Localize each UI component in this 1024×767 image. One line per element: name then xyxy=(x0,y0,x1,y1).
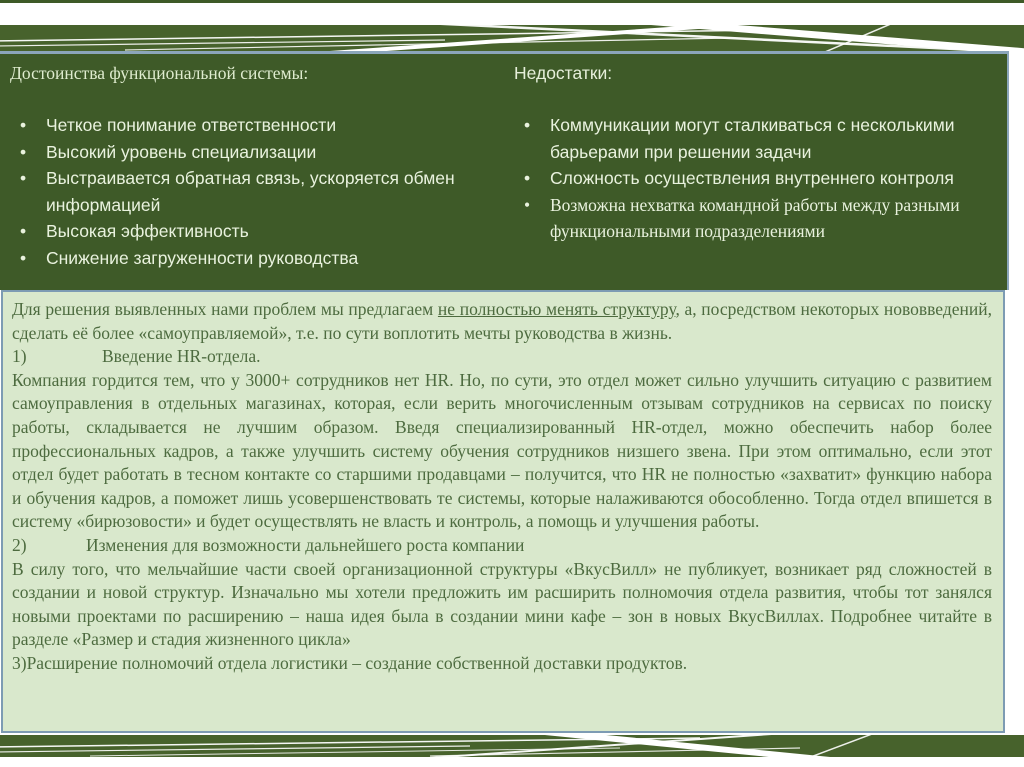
list-item xyxy=(20,165,498,218)
body-numbered-item-2 xyxy=(12,534,992,558)
bottom-decor-lines-icon xyxy=(0,735,1024,757)
body-paragraph-2: Компания гордится тем, что у 3000+ сотрудников нет HR. Но, по сути, это отдел может сильно улучшить ситуацию с развитием самоуправления в отдельных магазинах, которая, если верить многочисленным отзывам сотрудников на сервисах по поиску работы, складывается не лучшим образом. Введя специализированный HR-отдел, можно обеспечить набор более профессиональных кадров, а также улучшить систему обучения сотрудников низшего звена. При этом оптимально, если этот отдел будет работать в тесном контакте со старшими продавцами – получится, что HR не полностью «захватит» функцию набора и обучения кадров, а поможет лишь усовершенствовать те системы, которые налаживаются обособленно. Тогда отдел впишется в систему «бирюзовости» и будет осуществлять не власть и контроль, а помощь и улучшения работы. xyxy=(12,369,992,532)
list-item-text: Высокая эффективность xyxy=(46,221,249,241)
body-numbered-item-1 xyxy=(12,345,992,369)
list-item-text: Четкое понимание ответственности xyxy=(46,115,337,135)
top-decor-lines-icon xyxy=(0,25,1024,51)
list-item-text: Выстраивается обратная связь, ускоряется обмен информацией xyxy=(46,168,455,215)
list-item xyxy=(20,218,498,245)
list-item-text: Высокий уровень специализации xyxy=(46,141,317,162)
pros-cons-panel xyxy=(0,51,1009,290)
body-paragraph-1 xyxy=(12,298,992,345)
top-accent-line xyxy=(0,0,1024,3)
advantages-title: Достоинства функциональной системы: xyxy=(10,63,309,83)
underlined-phrase: не полностью менять структуру xyxy=(437,299,676,319)
disadvantages-list xyxy=(514,112,1007,245)
paragraph-text: , а, посредством некоторых нововведений, сделать её более «самоуправляемой», т.е. по сути воплотить мечты руководства в жизнь. xyxy=(12,299,992,343)
bullet-icon: • xyxy=(20,168,27,188)
body-text-panel xyxy=(1,290,1005,733)
advantages-section xyxy=(0,54,498,290)
top-decor-band xyxy=(0,25,1024,51)
list-item-text: Возможна нехватка командной работы между разными функциональными подразделениями xyxy=(550,194,960,241)
disadvantages-section xyxy=(498,54,1007,290)
body-paragraph-3: В силу того, что мельчайшие части своей организационной структуры «ВкусВилл» не публикует, возникает ряд сложностей в создании и новой структур. Изначально мы хотели предложить им расширить полномочия отдела развития, чтобы тот занялся новыми проектами по расширению – наша идея была в создании мини кафе – зон в новых ВкусВиллах. Подробнее читайте в разделе «Размер и стадия жизненного цикла» xyxy=(12,558,992,650)
bullet-icon: • xyxy=(524,168,531,188)
body-numbered-item-3: 3)Расширение полномочий отдела логистики – создание собственной доставки продуктов. xyxy=(12,652,688,673)
bullet-icon: • xyxy=(20,115,27,135)
advantages-list xyxy=(10,112,498,271)
item-text: Изменения для возможности дальнейшего роста компании xyxy=(86,534,525,555)
item-number: 2) xyxy=(12,534,27,555)
bullet-icon: • xyxy=(20,141,27,162)
item-text: Введение HR-отдела. xyxy=(102,346,261,367)
bullet-icon: • xyxy=(524,115,531,135)
list-item-text: Снижение загруженности руководства xyxy=(46,247,359,268)
bullet-icon: • xyxy=(20,221,27,241)
bottom-decor-band xyxy=(0,735,1024,757)
list-item xyxy=(524,192,1007,245)
list-item-text: Сложность осуществления внутреннего контроля xyxy=(550,168,954,188)
paragraph-text: Для решения выявленных нами проблем мы предлагаем xyxy=(12,299,438,319)
list-item xyxy=(524,165,1007,192)
bullet-icon: • xyxy=(524,194,531,215)
disadvantages-title: Недостатки: xyxy=(514,63,613,83)
list-item xyxy=(20,112,498,139)
list-item xyxy=(20,245,498,272)
list-item-text: Коммуникации могут сталкиваться с несколькими барьерами при решении задачи xyxy=(550,115,955,162)
list-item xyxy=(20,139,498,166)
item-number: 1) xyxy=(12,346,27,367)
bullet-icon: • xyxy=(20,247,27,268)
list-item xyxy=(524,112,1007,165)
